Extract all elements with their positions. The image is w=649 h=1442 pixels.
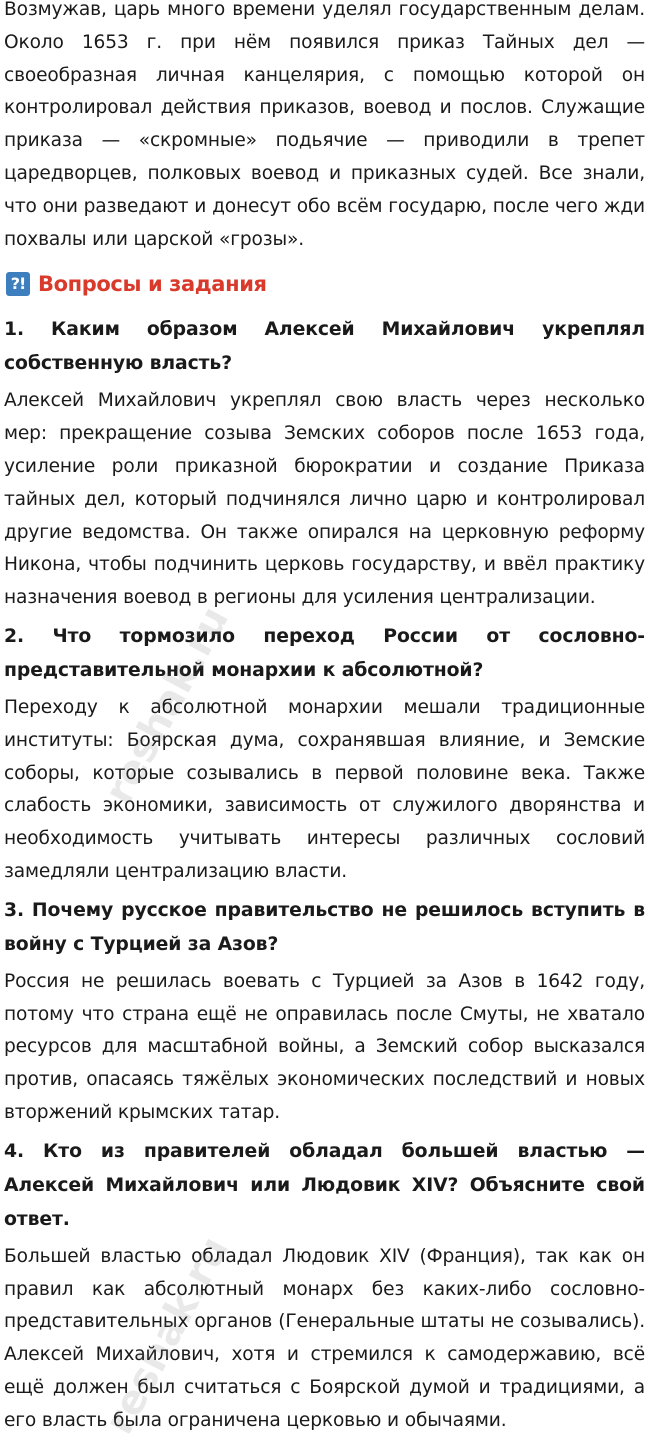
watermark-2: reshak.ru — [96, 1229, 239, 1442]
section-header — [4, 262, 645, 306]
question-3: 3. Почему русское правительство не решилось вступить в войну с Турцией за Азов? — [4, 899, 645, 955]
answer-3: Россия не решилась воевать с Турцией за Азов в 1642 году, потому что страна ещё не оправилась после Смуты, не хватало ресурсов для масштабной войны, а Земский собор высказался против, опасаясь тяжёлых экономических последствий и новых вторжений крымских татар. — [4, 970, 645, 1123]
question-2: 2. Что тормозило переход России от сословно-представительной монархии к абсолютной? — [4, 625, 645, 681]
answer-1: Алексей Михайлович укреплял свою власть через несколько мер: прекращение созыва Земских соборов после 1653 года, усиление роли приказной бюрократии и создание Приказа тайных дел, который подчинялся лично царю и контролировал другие ведомства. Он также опирался на церковную реформу Никона, чтобы подчинить церковь государству, и ввёл практику назначения воевод в регионы для усиления централизации. — [4, 390, 645, 609]
question-mark-icon: ?! — [6, 272, 30, 296]
question-1: 1. Каким образом Алексей Михайлович укреплял собственную власть? — [4, 319, 645, 375]
answer-4: Большей властью обладал Людовик XIV (Франция), так как он правил как абсолютный монарх без каких-либо сословно-представительных органов (Генеральные штаты не созывались). Алексей Михайлович, хотя и стремился к самодержавию, всё ещё должен был считаться с Боярской думой и традициями, а его власть была ограничена церковью и обычаями. — [4, 1245, 645, 1431]
question-4: 4. Кто из правителей обладал большей властью — Алексей Михайлович или Людовик XIV? Объясните свой ответ. — [4, 1140, 645, 1230]
watermark-1: reshak.ru — [96, 599, 239, 812]
section-title: Вопросы и задания — [38, 272, 267, 297]
answer-2: Переходу к абсолютной монархии мешали традиционные институты: Боярская дума, сохранявшая влияние, и Земские соборы, которые созывались в первой половине века. Также слабость экономики, зависимость от служилого дворянства и необходимость учитывать интересы различных сословий замедляли централизацию власти. — [4, 696, 645, 882]
intro-paragraph: Возмужав, царь много времени уделял государственным делам. Около 1653 г. при нём появился приказ Тайных дел — своеобразная личная канцелярия, с помощью которой он контролировал действия приказов, воевод и послов. Служащие приказа — «скромные» подьячие — приводили в трепет царедворцев, полковых воевод и приказных судей. Все знали, что они разведают и донесут обо всём государю, после чего жди похвалы или царской «грозы». — [4, 0, 645, 250]
